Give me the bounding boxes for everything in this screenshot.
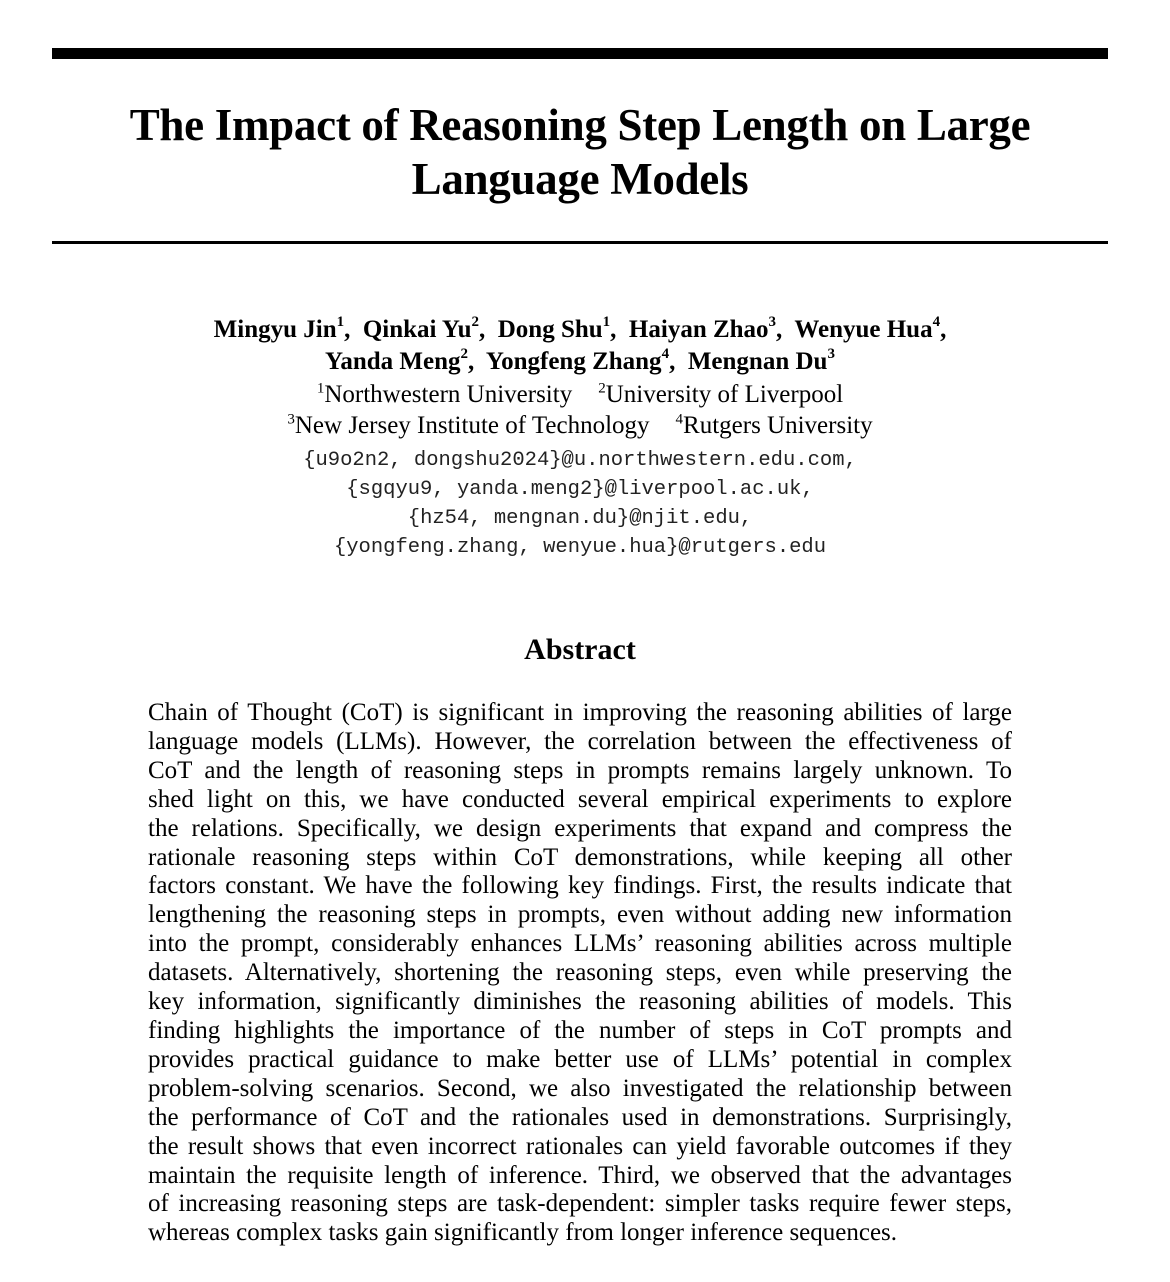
email-line: {sgqyu9, yanda.meng2}@liverpool.ac.uk, [346,478,814,501]
author: Mengnan Du$^3$ [687,345,835,375]
email-list [52,446,1108,562]
author: Yongfeng Zhang$^4$ [485,345,670,375]
abstract-body [148,699,1012,1248]
author-line: Mingyu Jin$^1$, Qinkai Yu$^2$, Dong Shu$^1$, Haiyan Zhao$^3$, Wenyue Hua$^4$, [213,313,947,343]
abstract-line: CoT and the length of reasoning steps in prompts remains largely unknown. To [148,756,1012,784]
affiliation: $^4$Rutgers University [675,411,873,439]
author: Yanda Meng$^2$ [325,345,468,375]
abstract-line: rationale reasoning steps within CoT demonstrations, while keeping all other [148,843,1012,871]
abstract-line: finding highlights the importance of the number of steps in CoT prompts and [148,1016,1012,1044]
affiliation: $^2$University of Liverpool [598,380,844,408]
paper-title [52,98,1108,206]
abstract-line: provides practical guidance to make better use of LLMs’ potential in complex [148,1045,1012,1073]
abstract-line: of increasing reasoning steps are task-dependent: simpler tasks require fewer steps, [148,1190,1012,1218]
email-line: {yongfeng.zhang, wenyue.hua}@rutgers.edu [333,536,827,559]
email-line: {u9o2n2, dongshu2024}@u.northwestern.edu.com, [303,449,857,472]
affiliation: $^1$Northwestern University [316,380,573,408]
author: Qinkai Yu$^2$ [362,313,479,343]
affiliation-line [52,379,1108,410]
abstract-line: the relations. Specifically, we design experiments that expand and compress the [148,814,1012,842]
abstract-line: datasets. Alternatively, shortening the reasoning steps, even while preserving the [148,959,1012,987]
affiliation: $^3$New Jersey Institute of Technology [287,411,650,439]
top-rule [52,48,1108,59]
abstract-line: into the prompt, considerably enhances LLMs’ reasoning abilities across multiple [148,930,1012,958]
author-list [52,314,1108,378]
abstract-line: whereas complex tasks gain significantly from longer inference sequences. [148,1219,898,1247]
abstract-line: Chain of Thought (CoT) is significant in improving the reasoning abilities of large [148,699,1012,726]
abstract-line: problem-solving scenarios. Second, we also investigated the relationship between [148,1074,1012,1102]
affiliation-list [52,379,1108,441]
abstract-line: maintain the requisite length of inference. Third, we observed that the advantages [148,1161,1012,1189]
abstract-line: factors constant. We have the following key findings. First, the results indicate that [148,872,1012,900]
abstract-line: shed light on this, we have conducted several empirical experiments to explore [148,785,1012,813]
author: Dong Shu$^1$ [497,313,611,343]
abstract-line: language models (LLMs). However, the correlation between the effectiveness of [148,727,1012,755]
title-rule [52,241,1108,244]
abstract-line: the result shows that even incorrect rationales can yield favorable outcomes if they [148,1132,1012,1160]
abstract-line: key information, significantly diminishes the reasoning abilities of models. This [148,988,1012,1016]
abstract-line: the performance of CoT and the rationales used in demonstrations. Surprisingly, [148,1103,1012,1131]
affiliation-line [52,410,1108,441]
author: Wenyue Hua$^4$ [794,313,941,343]
email-line: {hz54, mengnan.du}@njit.edu, [407,507,753,530]
author: Haiyan Zhao$^3$ [628,313,777,343]
abstract-heading: Abstract [524,633,636,666]
author-line: Yanda Meng$^2$, Yongfeng Zhang$^4$, Mengnan Du$^3$ [325,345,835,375]
title-line: The Impact of Reasoning Step Length on Large [129,100,1031,150]
abstract-line: lengthening the reasoning steps in prompts, even without adding new information [148,901,1012,929]
title-line: Language Models [411,154,749,204]
author: Mingyu Jin$^1$ [213,313,345,343]
